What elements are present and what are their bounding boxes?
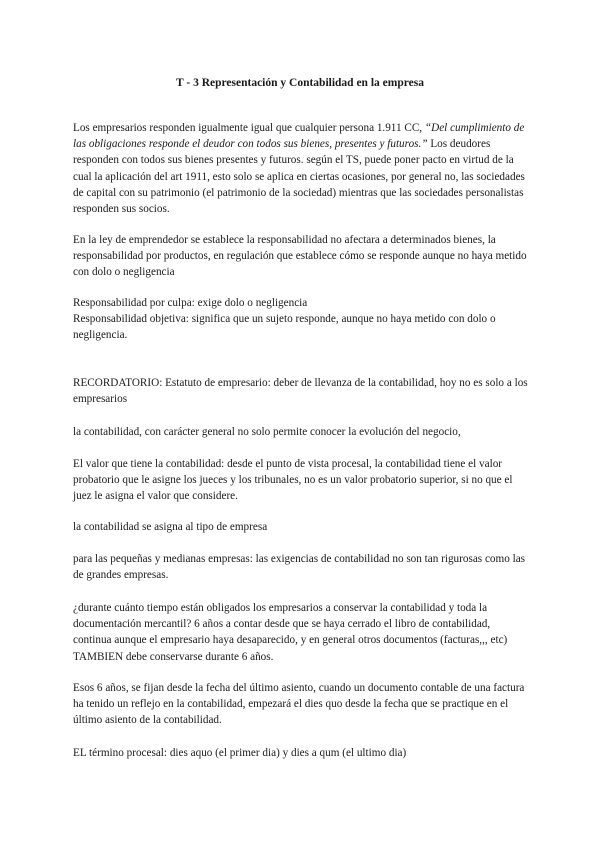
paragraph-sme-requirements [73, 551, 531, 583]
document-title: T - 3 Representación y Contabilidad en la empresa [176, 77, 424, 89]
paragraph-accounting-evolution [73, 424, 531, 440]
paragraph-procedural-term [73, 745, 531, 761]
paragraph-text: para las pequeñas y medianas empresas: las exigencias de contabilidad no son tan rigurosas como las de grandes empresas. [73, 553, 526, 582]
liability-by-fault: Responsabilidad por culpa: exige dolo o negligencia [73, 297, 308, 309]
paragraph-liability-types [73, 295, 531, 344]
paragraph-entrepreneur-law [73, 232, 531, 281]
paragraph-text: El valor que tiene la contabilidad: desde el punto de vista procesal, la contabilidad tiene el valor probatorio que le asigne los jueces y los tribunales, no es un valor probatorio superior, si no que el juez le asigna el valor que considere. [73, 458, 513, 503]
paragraph-text: ¿durante cuánto tiempo están obligados los empresarios a conservar la contabilidad y toda la documentación mercantil? 6 años a contar desde que se haya cerrado el libro de contabilidad, continua aunque el empresario haya desaparecido, y en general otros documentos (facturas,,, etc) TAMBIEN debe conservarse durante 6 años. [73, 602, 508, 663]
civil-code-quote: “Del cumplimiento de las obligaciones responde el deudor con todos sus bienes, presentes y futuros.” [73, 122, 525, 151]
paragraph-company-type [73, 519, 531, 535]
paragraph-text: Los deudores responden con todos sus bienes presentes y futuros. según el TS, puede poner pacto en virtud de la cual la aplicación del art 1911, esto solo se aplica en ciertas ocasiones, por general no, las sociedades de capital con su patrimonio (el patrimonio de la sociedad) mientras que las sociedades personalistas responden sus socios. [73, 138, 525, 216]
paragraph-probative-value [73, 456, 531, 505]
paragraph-text: la contabilidad se asigna al tipo de empresa [73, 521, 268, 533]
paragraph-text: Esos 6 años, se fijan desde la fecha del último asiento, cuando un documento contable de una factura ha tenido un reflejo en la contabilidad, empezará el dies quo desde la fecha que se practique en el último asiento de la contabilidad. [73, 682, 525, 727]
objective-liability: Responsabilidad objetiva: significa que un sujeto responde, aunque no haya metido con dolo o negligencia. [73, 313, 496, 342]
paragraph-reminder [73, 375, 531, 407]
paragraph-patrimonial-liability [73, 120, 531, 217]
paragraph-text: EL término procesal: dies aquo (el primer dia) y dies a qum (el ultimo dia) [73, 747, 407, 759]
paragraph-text: Los empresarios responden igualmente igual que cualquier persona 1.911 CC, [73, 122, 425, 134]
paragraph-last-entry [73, 680, 531, 729]
paragraph-text: RECORDATORIO: Estatuto de empresario: deber de llevanza de la contabilidad, hoy no es solo a los empresarios [73, 377, 528, 406]
paragraph-text: En la ley de emprendedor se establece la responsabilidad no afectara a determinados bienes, la responsabilidad por productos, en regulación que establece cómo se responde aunque no haya metido con dolo o negligencia [73, 234, 527, 279]
paragraph-retention-period [73, 600, 531, 665]
paragraph-text: la contabilidad, con carácter general no solo permite conocer la evolución del negocio, [73, 426, 461, 438]
